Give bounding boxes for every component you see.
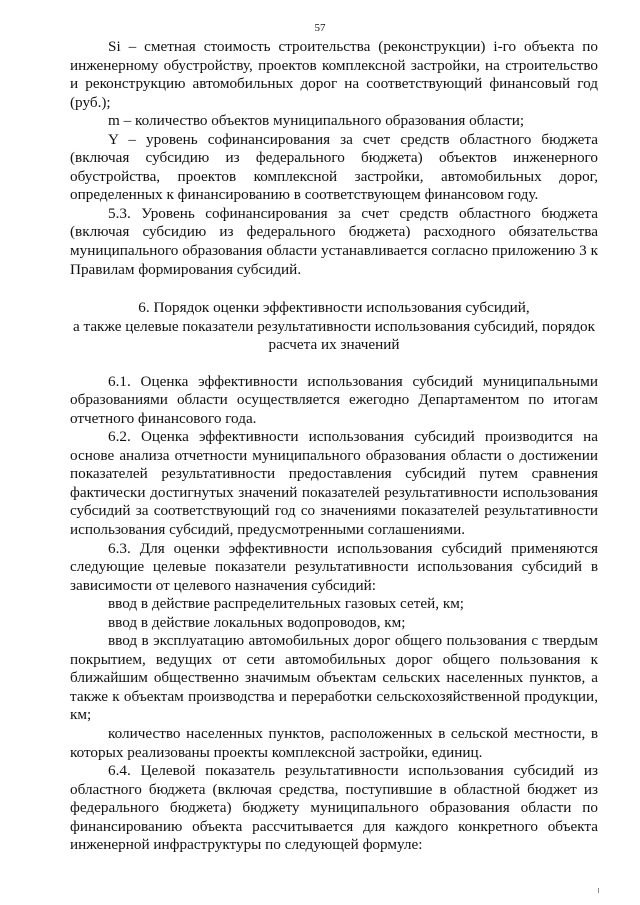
section-6-heading-line-1: 6. Порядок оценки эффективности использования субсидий, [138,299,530,317]
section-6-heading-line-2: а также целевые показатели результативности использования субсидий, порядок [72,317,596,335]
paragraph-6-1: 6.1. Оценка эффективности использования субсидий муниципальными образованиями области осуществляется ежегодно Департаментом по итогам отчетного финансового года. [70,372,598,427]
list-item-roads: ввод в эксплуатацию автомобильных дорог общего пользования с твердым покрытием, ведущих от сети автомобильных дорог общего пользования к ближайшим общественно значимым объектам сельских населенных пунктов, а также к объектам производства и переработки сельскохозяйственной продукции, км; [70,632,598,724]
paragraph-6-3: 6.3. Для оценки эффективности использования субсидий применяются следующие целевые показатели результативности использования субсидий в зависимости от целевого назначения субсидий: [70,539,598,594]
list-item-gas-networks: ввод в действие распределительных газовых сетей, км; [108,595,465,613]
paragraph-6-2: 6.2. Оценка эффективности использования субсидий производится на основе анализа отчетности муниципального образования области о достижении показателей результативности предоставления субсидий путем сравнения фактически достигнутых значений показателей результативности использования субсидий за соответствующий год со значениями показателей результативности использования субсидий, предусмотренными соглашениями. [70,428,598,538]
section-6-heading-line-3: расчета их значений [268,336,400,354]
document-body [70,38,598,855]
paragraph-5-3: 5.3. Уровень софинансирования за счет средств областного бюджета (включая субсидию из федерального бюджета) расходного обязательства муниципального образования области устанавливается согласно приложению 3 к Правилам формирования субсидий. [70,204,598,278]
paragraph-y-definition: Y – уровень софинансирования за счет средств областного бюджета (включая субсидию из федерального бюджета) объектов инженерного обустройства, проектов комплексной застройки, автомобильных дорог, определенных к финансированию в соответствующем финансовом году. [70,130,598,204]
list-item-settlements: количество населенных пунктов, расположенных в сельской местности, в которых реализованы проекты комплексной застройки, единиц. [70,725,598,761]
paragraph-m-definition: m – количество объектов муниципального образования области; [108,112,525,130]
list-item-water-pipes: ввод в действие локальных водопроводов, км; [108,613,406,631]
section-6-heading [70,299,598,355]
scan-mark [598,888,599,893]
paragraph-si-definition: Si – сметная стоимость строительства (реконструкции) i-го объекта по инженерному обустройству, проектов комплексной застройки, на строительство и реконструкцию автомобильных дорог на соответствующий финансовый год (руб.); [70,38,598,111]
page-number: 57 [314,22,326,34]
paragraph-6-4: 6.4. Целевой показатель результативности использования субсидий из областного бюджета (включая средства, поступившие в областной бюджет из федерального бюджета) бюджету муниципального образования области по финансированию объекта рассчитывается для каждого конкретного объекта инженерной инфраструктуры по следующей формуле: [70,762,598,854]
